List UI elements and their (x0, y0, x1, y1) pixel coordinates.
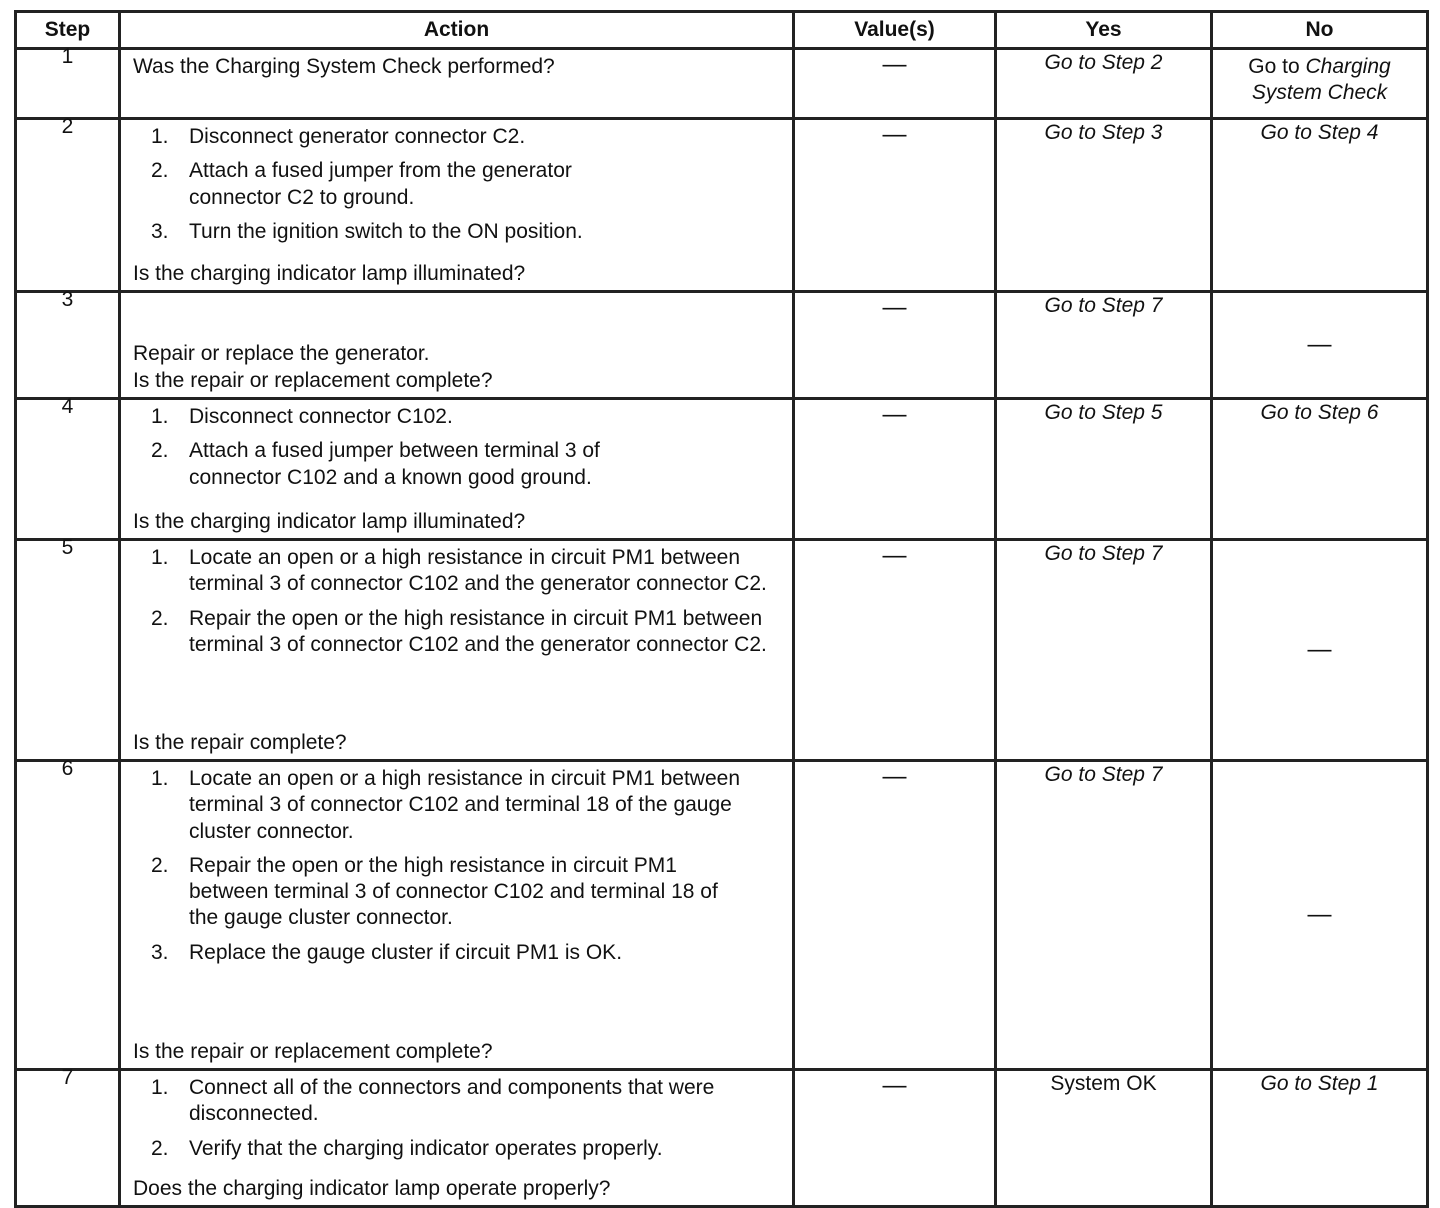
list-item: 2. Repair the open or the high resistance in circuit PM1 between terminal 3 of connector C102 and the generator connector C2. (151, 606, 767, 656)
list-item: 3. Turn the ignition switch to the ON position. (151, 219, 583, 243)
header-action: Action (120, 12, 794, 49)
yes-cell: Go to Step 3 (996, 119, 1212, 292)
step-number: 6 (16, 761, 120, 1070)
table-row (16, 399, 1428, 540)
step-number: 7 (16, 1070, 120, 1207)
yes-cell: System OK (996, 1070, 1212, 1207)
header-no: No (1212, 12, 1428, 49)
list-item: 2. Verify that the charging indicator operates properly. (151, 1136, 663, 1160)
no-cell (1212, 49, 1428, 119)
no-cell: Go to Step 4 (1212, 119, 1428, 292)
step-number: 1 (16, 49, 120, 119)
value-cell: — (794, 292, 996, 399)
header-row (16, 12, 1428, 49)
action-question: Is the repair complete? (133, 730, 347, 754)
table-row (16, 49, 1428, 119)
step-number: 4 (16, 399, 120, 540)
value-cell: — (794, 399, 996, 540)
action-question: Was the Charging System Check performed? (133, 55, 555, 78)
step-number: 3 (16, 292, 120, 399)
action-cell (120, 399, 794, 540)
table-row (16, 292, 1428, 399)
list-item: 1. Disconnect connector C102. (151, 405, 453, 428)
action-cell (120, 119, 794, 292)
action-cell (120, 1070, 794, 1207)
no-cell: — (1212, 292, 1428, 399)
yes-cell: Go to Step 5 (996, 399, 1212, 540)
no-link: Charging System Check (1251, 55, 1391, 105)
value-cell: — (794, 119, 996, 292)
list-item: 1. Locate an open or a high resistance in circuit PM1 between terminal 3 of connector C102 and the generator connector C2. (151, 546, 767, 596)
action-question: Is the charging indicator lamp illuminated? (133, 509, 526, 533)
action-question: Is the repair or replacement complete? (133, 368, 493, 392)
action-question: Is the repair or replacement complete? (133, 1039, 493, 1063)
list-item: 1. Locate an open or a high resistance in circuit PM1 between terminal 3 of connector C102 and terminal 18 of the gauge cluster connector. (151, 767, 740, 843)
action-question: Is the charging indicator lamp illuminated? (133, 261, 526, 285)
no-cell: Go to Step 6 (1212, 399, 1428, 540)
value-cell: — (794, 49, 996, 119)
action-cell (120, 761, 794, 1070)
action-question: Does the charging indicator lamp operate properly? (133, 1176, 611, 1200)
step-number: 5 (16, 540, 120, 761)
header-values: Value(s) (794, 12, 996, 49)
no-cell: — (1212, 540, 1428, 761)
action-cell (120, 540, 794, 761)
step-number: 2 (16, 119, 120, 292)
list-item: 2. Repair the open or the high resistance in circuit PM1 between terminal 3 of connector C102 and terminal 18 of the gauge cluster connector. (151, 853, 718, 930)
yes-cell: Go to Step 7 (996, 761, 1212, 1070)
list-item: 1. Disconnect generator connector C2. (151, 125, 526, 148)
table-row (16, 1070, 1428, 1207)
no-cell: Go to Step 1 (1212, 1070, 1428, 1207)
action-cell (120, 49, 794, 119)
action-line: Repair or replace the generator. (133, 341, 430, 365)
no-cell: — (1212, 761, 1428, 1070)
table-row (16, 119, 1428, 292)
list-item: 2. Attach a fused jumper between terminal 3 of connector C102 and a known good ground. (151, 439, 600, 489)
header-step: Step (16, 12, 120, 49)
value-cell: — (794, 761, 996, 1070)
yes-cell: Go to Step 7 (996, 540, 1212, 761)
no-prefix: Go to (1248, 55, 1300, 78)
value-cell: — (794, 1070, 996, 1207)
list-item: 2. Attach a fused jumper from the generator connector C2 to ground. (151, 159, 572, 209)
list-item: 3. Replace the gauge cluster if circuit PM1 is OK. (151, 940, 623, 964)
yes-cell: Go to Step 7 (996, 292, 1212, 399)
action-cell (120, 292, 794, 399)
value-cell: — (794, 540, 996, 761)
table-row (16, 761, 1428, 1070)
table-row (16, 540, 1428, 761)
diagnostic-table (14, 10, 1429, 1208)
yes-cell: Go to Step 2 (996, 49, 1212, 119)
header-yes: Yes (996, 12, 1212, 49)
list-item: 1. Connect all of the connectors and components that were disconnected. (151, 1076, 715, 1126)
